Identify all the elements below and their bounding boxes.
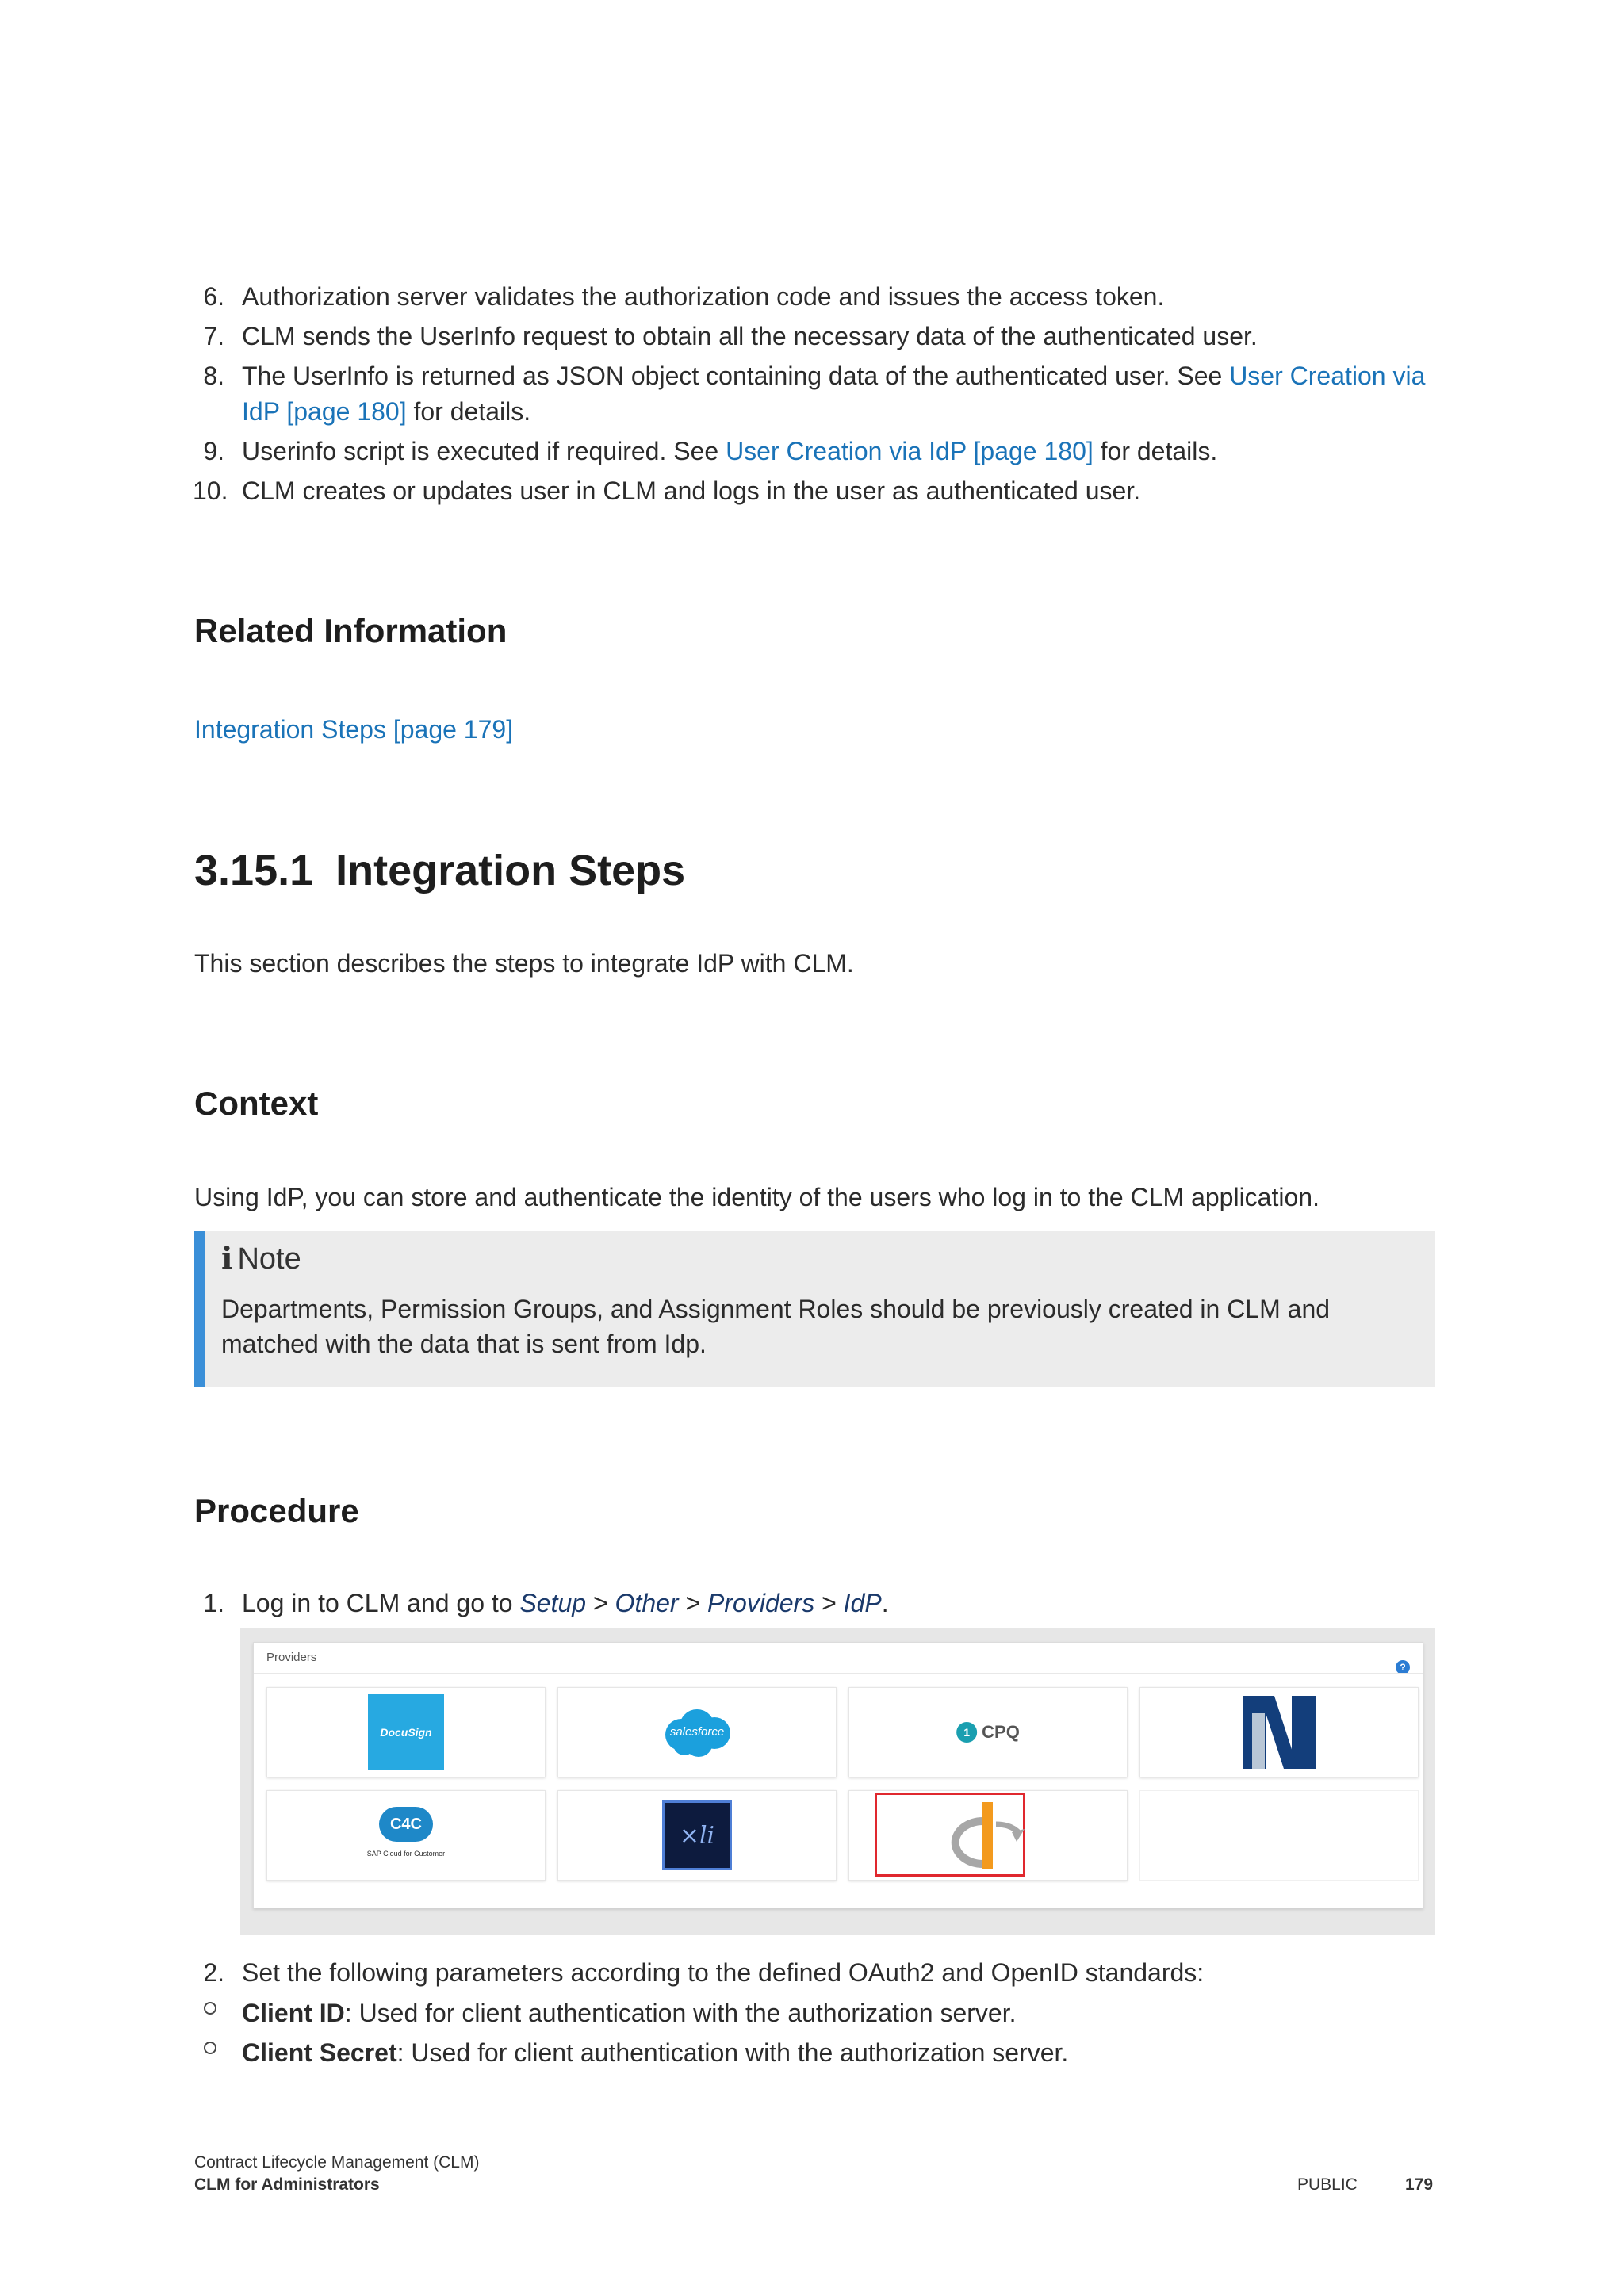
note-title-text: Note xyxy=(237,1242,301,1276)
netsuite-logo xyxy=(1243,1696,1316,1769)
integration-steps-link[interactable]: Integration Steps [page 179] xyxy=(194,715,514,744)
providers-screenshot xyxy=(240,1628,1435,1935)
path-separator: > xyxy=(678,1589,708,1617)
step-number: 6. xyxy=(203,282,224,311)
provider-card-salesforce[interactable] xyxy=(557,1687,837,1777)
section-intro: This section describes the steps to integrate IdP with CLM. xyxy=(194,949,854,978)
step-text xyxy=(242,358,1425,393)
section-title: Integration Steps xyxy=(335,847,686,894)
path-separator: > xyxy=(586,1589,615,1617)
step-text xyxy=(242,434,1217,469)
param-name: Client Secret xyxy=(242,2038,397,2067)
context-text: Using IdP, you can store and authenticate the identity of the users who log in to the CLM application. xyxy=(194,1183,1320,1211)
step-number: 10. xyxy=(193,476,228,505)
netsuite-n-icon xyxy=(1243,1696,1316,1769)
provider-card-netsuite[interactable] xyxy=(1139,1687,1419,1777)
step-text: CLM sends the UserInfo request to obtain all the necessary data of the authenticated user. xyxy=(242,322,1258,350)
provider-name: salesforce xyxy=(669,1725,725,1739)
note-box xyxy=(194,1231,1435,1387)
info-icon: i xyxy=(221,1240,233,1276)
provider-name: DocuSign xyxy=(380,1726,432,1739)
bullet-icon xyxy=(204,2002,216,2015)
docusign-logo xyxy=(368,1694,444,1770)
procedure-step-2: Set the following parameters according to the defined OAuth2 and OpenID standards: xyxy=(242,1958,1205,1987)
step-number: 2. xyxy=(203,1958,224,1987)
cpq-logo xyxy=(956,1722,1020,1743)
param-desc: : Used for client authentication with the authorization server. xyxy=(396,2038,1069,2067)
step-number: 8. xyxy=(203,362,224,390)
page-number: 179 xyxy=(1405,2175,1434,2194)
path-separator: > xyxy=(814,1589,844,1617)
provider-name: C4C xyxy=(389,1816,422,1833)
step-text: CLM creates or updates user in CLM and logs in the user as authenticated user. xyxy=(242,476,1141,505)
provider-card-openid[interactable] xyxy=(848,1790,1128,1881)
note-text xyxy=(221,1292,1330,1361)
step-text: Authorization server validates the authorization code and issues the access token. xyxy=(242,282,1165,311)
step-number: 7. xyxy=(203,322,224,350)
context-heading: Context xyxy=(194,1085,319,1122)
param-name: Client ID xyxy=(242,1999,345,2027)
step-number: 1. xyxy=(203,1589,224,1617)
param-desc: : Used for client authentication with the authorization server. xyxy=(344,1999,1017,2027)
provider-card-xli[interactable] xyxy=(557,1790,837,1881)
provider-card-docusign[interactable] xyxy=(266,1687,546,1777)
note-text-line: Departments, Permission Groups, and Assignment Roles should be previously created in CLM and xyxy=(221,1295,1331,1323)
step-text-part: for details. xyxy=(1093,437,1218,465)
user-creation-link-continued[interactable]: IdP [page 180] xyxy=(242,397,407,426)
nav-path-idp[interactable]: IdP xyxy=(843,1589,882,1617)
step-text-end: . xyxy=(881,1589,889,1617)
param-client-secret xyxy=(242,2035,1068,2070)
provider-card-empty xyxy=(1139,1790,1419,1881)
section-number: 3.15.1 xyxy=(194,847,314,894)
step-number: 9. xyxy=(203,437,224,465)
footer-subtitle: CLM for Administrators xyxy=(194,2175,380,2194)
step-text-part: Log in to CLM and go to xyxy=(242,1589,520,1617)
xli-logo xyxy=(662,1800,732,1870)
providers-panel xyxy=(253,1642,1423,1908)
cpq-badge-icon: 1 xyxy=(956,1722,977,1743)
user-creation-link[interactable]: User Creation via IdP [page 180] xyxy=(726,437,1094,465)
step-text-part: for details. xyxy=(406,397,531,426)
param-client-id xyxy=(242,1996,1016,2030)
note-text-line: matched with the data that is sent from Idp. xyxy=(221,1330,707,1358)
openid-icon xyxy=(948,1797,1028,1873)
provider-card-c4c[interactable] xyxy=(266,1790,546,1881)
step-text-continued xyxy=(242,394,530,429)
note-title xyxy=(221,1239,301,1278)
nav-path-other[interactable]: Other xyxy=(615,1589,679,1617)
nav-path-providers[interactable]: Providers xyxy=(707,1589,815,1617)
provider-name: ×li xyxy=(679,1821,715,1850)
nav-path-setup[interactable]: Setup xyxy=(519,1589,587,1617)
step-text-part: The UserInfo is returned as JSON object containing data of the authenticated user. See xyxy=(242,362,1230,390)
salesforce-logo xyxy=(657,1705,737,1760)
c4c-cloud-icon xyxy=(379,1807,433,1842)
footer-visibility: PUBLIC xyxy=(1297,2175,1358,2194)
provider-name: CPQ xyxy=(982,1722,1020,1742)
divider xyxy=(254,1673,1423,1674)
user-creation-link[interactable]: User Creation via xyxy=(1229,362,1426,390)
footer-doc-title: Contract Lifecycle Management (CLM) xyxy=(194,2153,480,2172)
bullet-icon xyxy=(204,2042,216,2054)
procedure-step-1 xyxy=(242,1586,889,1621)
openid-logo xyxy=(948,1797,1028,1873)
help-icon[interactable]: ? xyxy=(1396,1660,1410,1674)
step-text-part: Userinfo script is executed if required. See xyxy=(242,437,726,465)
providers-panel-title: Providers xyxy=(266,1651,317,1664)
c4c-caption: SAP Cloud for Customer xyxy=(366,1850,446,1858)
related-information-heading: Related Information xyxy=(194,612,508,649)
provider-card-cpq[interactable] xyxy=(848,1687,1128,1777)
c4c-logo xyxy=(362,1804,450,1867)
procedure-heading: Procedure xyxy=(194,1492,359,1529)
section-heading xyxy=(194,845,685,896)
